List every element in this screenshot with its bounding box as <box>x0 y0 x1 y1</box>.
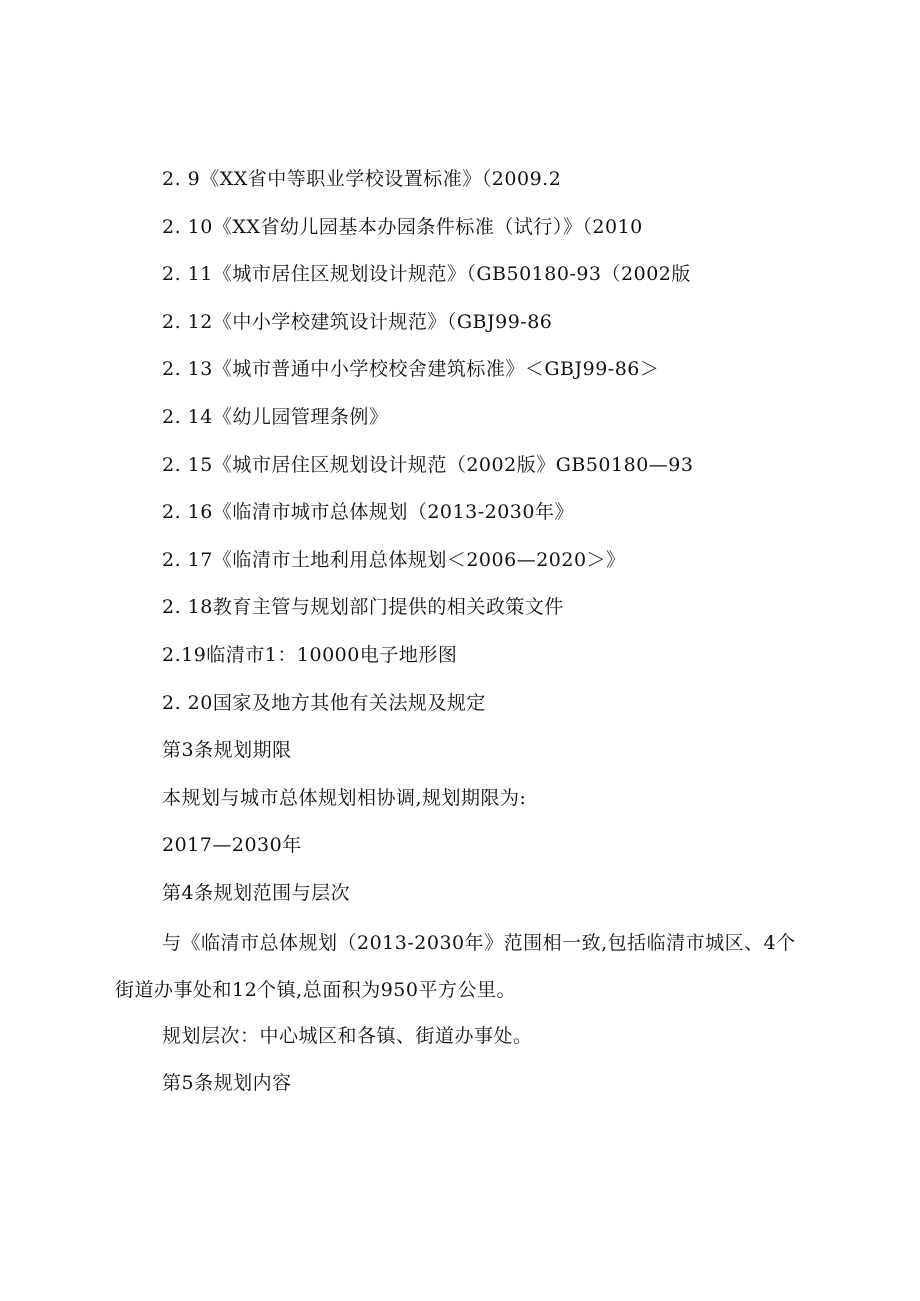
article-3-period: 2017—2030年 <box>162 834 302 857</box>
reference-item-2-17: 2. 17《临清市土地利用总体规划＜2006—2020＞》 <box>162 548 626 571</box>
reference-item-2-15: 2. 15《城市居住区规划设计规范（2002版》GB50180—93 <box>162 453 694 476</box>
reference-item-2-12: 2. 12《中小学校建筑设计规范》（GBJ99-86 <box>162 310 553 333</box>
reference-item-2-9: 2. 9《XX省中等职业学校设置标准》（2009.2 <box>162 168 562 190</box>
article-5-heading: 第5条规划内容 <box>162 1072 292 1095</box>
article-4-heading: 第4条规划范围与层次 <box>162 881 351 904</box>
article-3-body: 本规划与城市总体规划相协调,规划期限为: <box>162 786 527 809</box>
reference-item-2-11: 2. 11《城市居住区规划设计规范》（GB50180-93（2002版 <box>162 263 691 286</box>
article-4-levels: 规划层次：中心城区和各镇、街道办事处。 <box>162 1024 533 1047</box>
reference-item-2-13: 2. 13《城市普通中小学校校舍建筑标准》＜GBJ99-86＞ <box>162 358 660 381</box>
reference-item-2-14: 2. 14《幼儿园管理条例》 <box>162 405 389 428</box>
reference-item-2-19: 2.19临清市1：10000电子地形图 <box>162 643 458 666</box>
article-3-heading: 第3条规划期限 <box>162 739 292 762</box>
document-body <box>115 158 805 1110</box>
article-4-body: 与《临清市总体规划（2013-2030年》范围相一致,包括临清市城区、4个街道办事处和12个镇,总面积为950平方公里。 <box>115 931 796 1002</box>
reference-item-2-18: 2. 18教育主管与规划部门提供的相关政策文件 <box>162 596 564 619</box>
reference-item-2-20: 2. 20国家及地方其他有关法规及规定 <box>162 691 486 714</box>
reference-item-2-16: 2. 16《临清市城市总体规划（2013-2030年》 <box>162 501 574 524</box>
reference-item-2-10: 2. 10《XX省幼儿园基本办园条件标准（试行）》（2010 <box>162 215 643 238</box>
